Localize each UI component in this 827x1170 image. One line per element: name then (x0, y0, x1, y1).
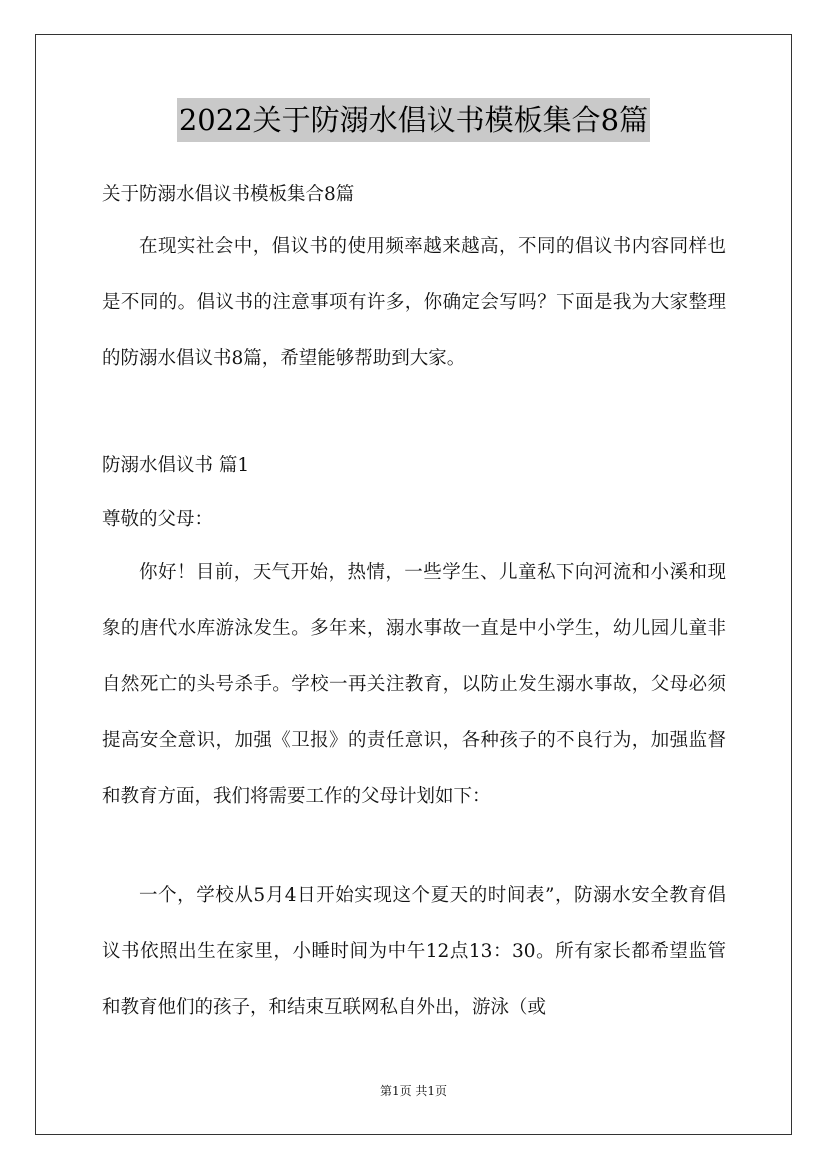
salutation: 尊敬的父母： (102, 509, 214, 530)
page-footer: 第1页 共1页 (379, 1084, 448, 1098)
title-container (0, 98, 827, 142)
body-paragraph-1: 你好！目前，天气开始，热情，一些学生、儿童私下向河流和小溪和现象的唐代水库游泳发生。多年来，溺水事故一直是中小学生，幼儿园儿童非自然死亡的头号杀手。学校一再关注教育，以防止发生溺水事故，父母必须提高安全意识，加强《卫报》的责任意识，各种孩子的不良行为，加强监督和教育方面，我们将需要工作的父母计划如下： (102, 562, 726, 807)
intro-paragraph: 在现实社会中，倡议书的使用频率越来越高，不同的倡议书内容同样也是不同的。倡议书的注意事项有许多，你确定会写吗？下面是我为大家整理的防溺水倡议书8篇，希望能够帮助到大家。 (102, 236, 726, 369)
document-title: 2022关于防溺水倡议书模板集合8篇 (177, 98, 650, 142)
section-heading: 防溺水倡议书 篇1 (102, 455, 250, 476)
document-subtitle: 关于防溺水倡议书模板集合8篇 (102, 184, 355, 205)
body-paragraph-2: 一个，学校从5月4日开始实现这个夏天的时间表”，防溺水安全教育倡议书依照出生在家里，小睡时间为中午12点13：30。所有家长都希望监管和教育他们的孩子，和结束互联网私自外出，游泳（或 (102, 885, 726, 1018)
